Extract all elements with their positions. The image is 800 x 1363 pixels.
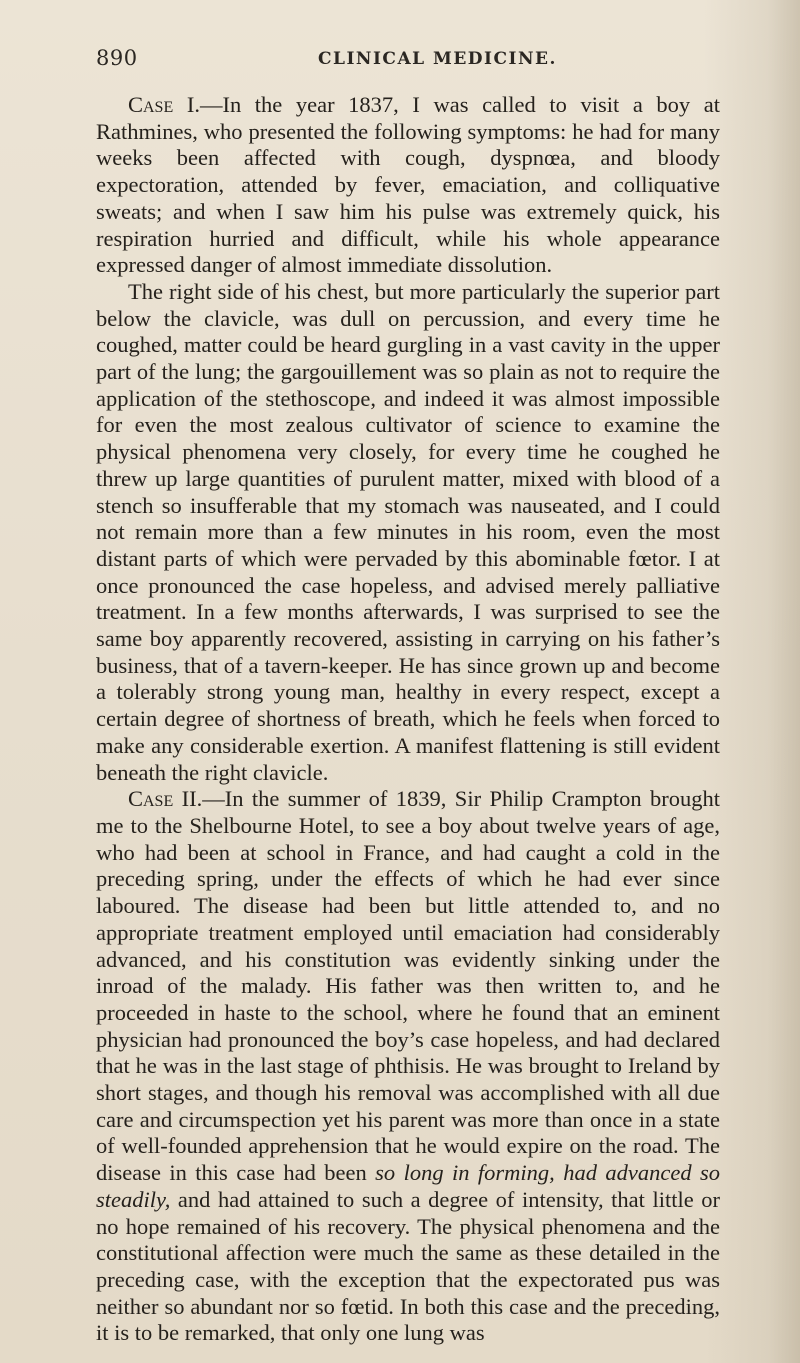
paragraph-case-2 bbox=[96, 786, 720, 1347]
page-body bbox=[96, 92, 720, 1347]
paragraph-case-1-continued bbox=[96, 279, 720, 786]
paragraph-text: The right side of his chest, but more particularly the superior part below the clavicle, was dull on percussion, and every time he coughed, matter could be heard gurgling in a vast cavity in the upper part of the lung; the gargouillement was so plain as not to require the application of the stethoscope, and indeed it was almost impossible for even the most zealous cultivator of science to examine the physical phenomena very closely, for every time he coughed he threw up large quantities of purulent matter, mixed with blood of a stench so insufferable that my stomach was nauseated, and I could not remain more than a few minutes in his room, even the most distant parts of which were pervaded by this abominable fœtor. I at once pronounced the case hopeless, and advised merely palliative treatment. In a few months afterwards, I was surprised to see the same boy apparently recovered, assisting in carrying on his father’s business, that of a tavern-keeper. He has since grown up and become a tolerably strong young man, healthy in every respect, except a certain degree of shortness of breath, which he feels when forced to make any considerable exertion. A manifest flattening is still evident beneath the right clavicle. bbox=[96, 278, 720, 785]
italic-phrase: so long in forming, had advanced so steadily, bbox=[96, 1160, 720, 1212]
paragraph-text: —In the summer of 1839, Sir Philip Crampton brought me to the Shelbourne Hotel, to see a boy about twelve years of age, who had been at school in France, and had caught a cold in the preceding spring, under the effects of which he had ever since laboured. The disease had been but little attended to, and no appropriate treatment employed until emaciation had considerably advanced, and his constitution was evidently sinking under the inroad of the malady. His father was then written to, and he proceeded in haste to the school, where he found that an eminent physician had pronounced the boy’s case hopeless, and had declared that he was in the last stage of phthisis. He was brought to Ireland by short stages, and though his removal was accomplished with all due care and circumspection yet his parent was more than once in a state of well-founded apprehension that he would expire on the road. The disease in this case had been bbox=[96, 786, 720, 1186]
page-header bbox=[96, 46, 716, 76]
case-label: Case I. bbox=[128, 92, 200, 117]
case-label: Case II. bbox=[128, 786, 203, 812]
paragraph-text: —In the year 1837, I was called to visit a boy at Rathmines, who presented the following symptoms: he had for many weeks been affected with cough, dyspnœa, and bloody expectoration, attended by fever, emaciation, and colliquative sweats; and when I saw him his pulse was extremely quick, his respiration hurried and difficult, while his whole appearance expressed danger of almost immediate dissolution. bbox=[96, 92, 720, 278]
running-head: CLINICAL MEDICINE. bbox=[318, 49, 557, 69]
paragraph-text: and had attained to such a degree of intensity, that little or no hope remained of his recovery. The physical phenomena and the constitutional affection were much the same as these detailed in the preceding case, with the exception that the expectorated pus was neither so abundant nor so fœtid. In both this case and the preceding, it is to be remarked, that only one lung was bbox=[96, 1186, 720, 1346]
paragraph-case-1 bbox=[96, 92, 720, 279]
page-number: 890 bbox=[96, 46, 138, 70]
